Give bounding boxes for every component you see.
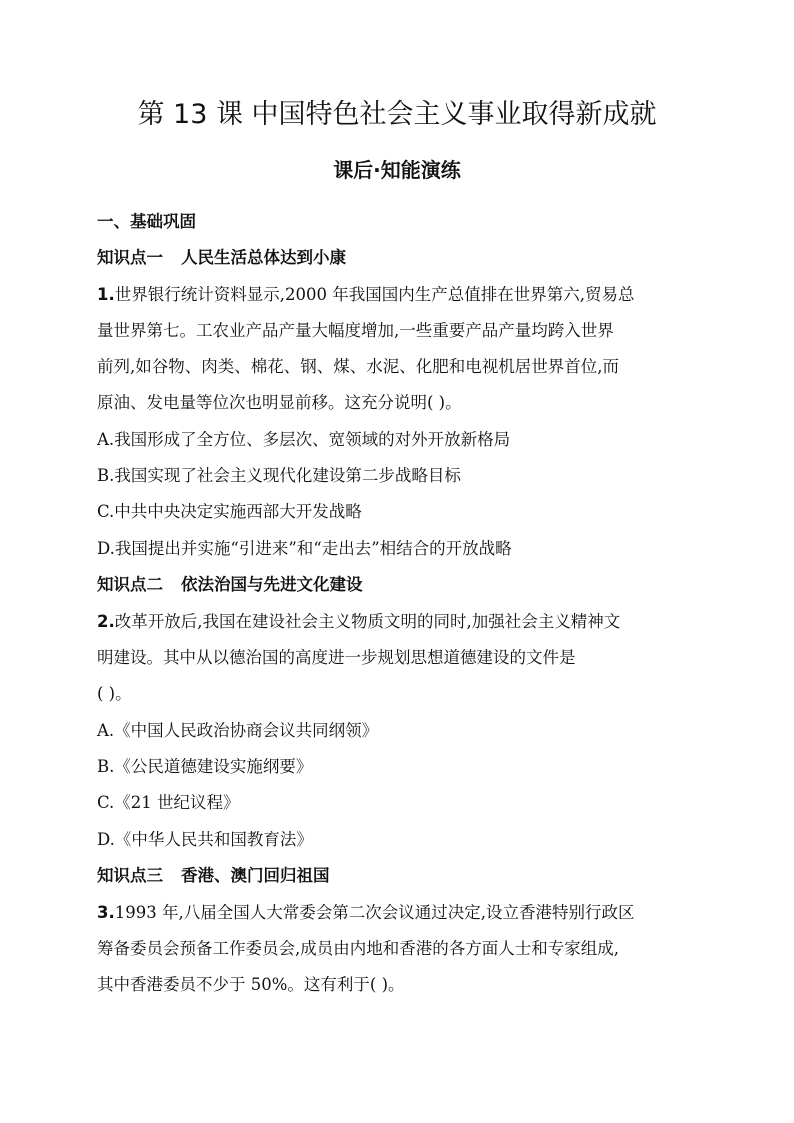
question-2-line-1: 2.改革开放后,我国在建设社会主义物质文明的同时,加强社会主义精神文 xyxy=(97,612,621,631)
lesson-subtitle: 课后·知能演练 xyxy=(333,158,461,182)
knowledge-point-title: 香港、澳门回归祖国 xyxy=(181,866,330,885)
knowledge-point-title: 依法治国与先进文化建设 xyxy=(181,575,363,594)
knowledge-point-label: 知识点三 xyxy=(97,866,163,885)
section-heading: 一、基础巩固 xyxy=(97,212,196,231)
knowledge-point-title: 人民生活总体达到小康 xyxy=(181,248,346,267)
knowledge-point-1 xyxy=(97,246,346,270)
lesson-title: 第 13 课 中国特色社会主义事业取得新成就 xyxy=(137,99,657,130)
question-number: 1. xyxy=(97,285,115,304)
question-1-option-d: D.我国提出并实施“引进来”和“走出去”相结合的开放战略 xyxy=(97,539,512,558)
question-2-option-d: D.《中华人民共和国教育法》 xyxy=(97,830,313,849)
question-1-line-3: 前列,如谷物、肉类、棉花、钢、煤、水泥、化肥和电视机居世界首位,而 xyxy=(97,357,619,376)
knowledge-point-2 xyxy=(97,573,363,597)
question-1-line-1: 1.世界银行统计资料显示,2000 年我国国内生产总值排在世界第六,贸易总 xyxy=(97,285,635,304)
knowledge-point-3 xyxy=(97,864,330,888)
question-1-option-a: A.我国形成了全方位、多层次、宽领域的对外开放新格局 xyxy=(97,430,511,449)
question-2-option-b: B.《公民道德建设实施纲要》 xyxy=(97,757,313,776)
question-1-line-4: 原油、发电量等位次也明显前移。这充分说明( )。 xyxy=(97,393,462,412)
knowledge-point-label: 知识点一 xyxy=(97,248,163,267)
question-1-option-c: C.中共中央决定实施西部大开发战略 xyxy=(97,502,362,521)
question-2-line-3: ( )。 xyxy=(97,684,132,703)
question-1-option-b: B.我国实现了社会主义现代化建设第二步战略目标 xyxy=(97,466,461,485)
question-number: 2. xyxy=(97,612,115,631)
question-2-option-c: C.《21 世纪议程》 xyxy=(97,793,240,812)
question-2-option-a: A.《中国人民政治协商会议共同纲领》 xyxy=(97,721,379,740)
question-number: 3. xyxy=(97,903,115,922)
question-3-line-1: 3.1993 年,八届全国人大常委会第二次会议通过决定,设立香港特别行政区 xyxy=(97,903,635,922)
knowledge-point-label: 知识点二 xyxy=(97,575,163,594)
question-3-line-3: 其中香港委员不少于 50%。这有利于( )。 xyxy=(97,975,405,994)
question-3-line-2: 筹备委员会预备工作委员会,成员由内地和香港的各方面人士和专家组成, xyxy=(97,939,619,958)
question-2-line-2: 明建设。其中从以德治国的高度进一步规划思想道德建设的文件是 xyxy=(97,648,576,667)
question-1-line-2: 量世界第七。工农业产品产量大幅度增加,一些重要产品产量均跨入世界 xyxy=(97,321,614,340)
